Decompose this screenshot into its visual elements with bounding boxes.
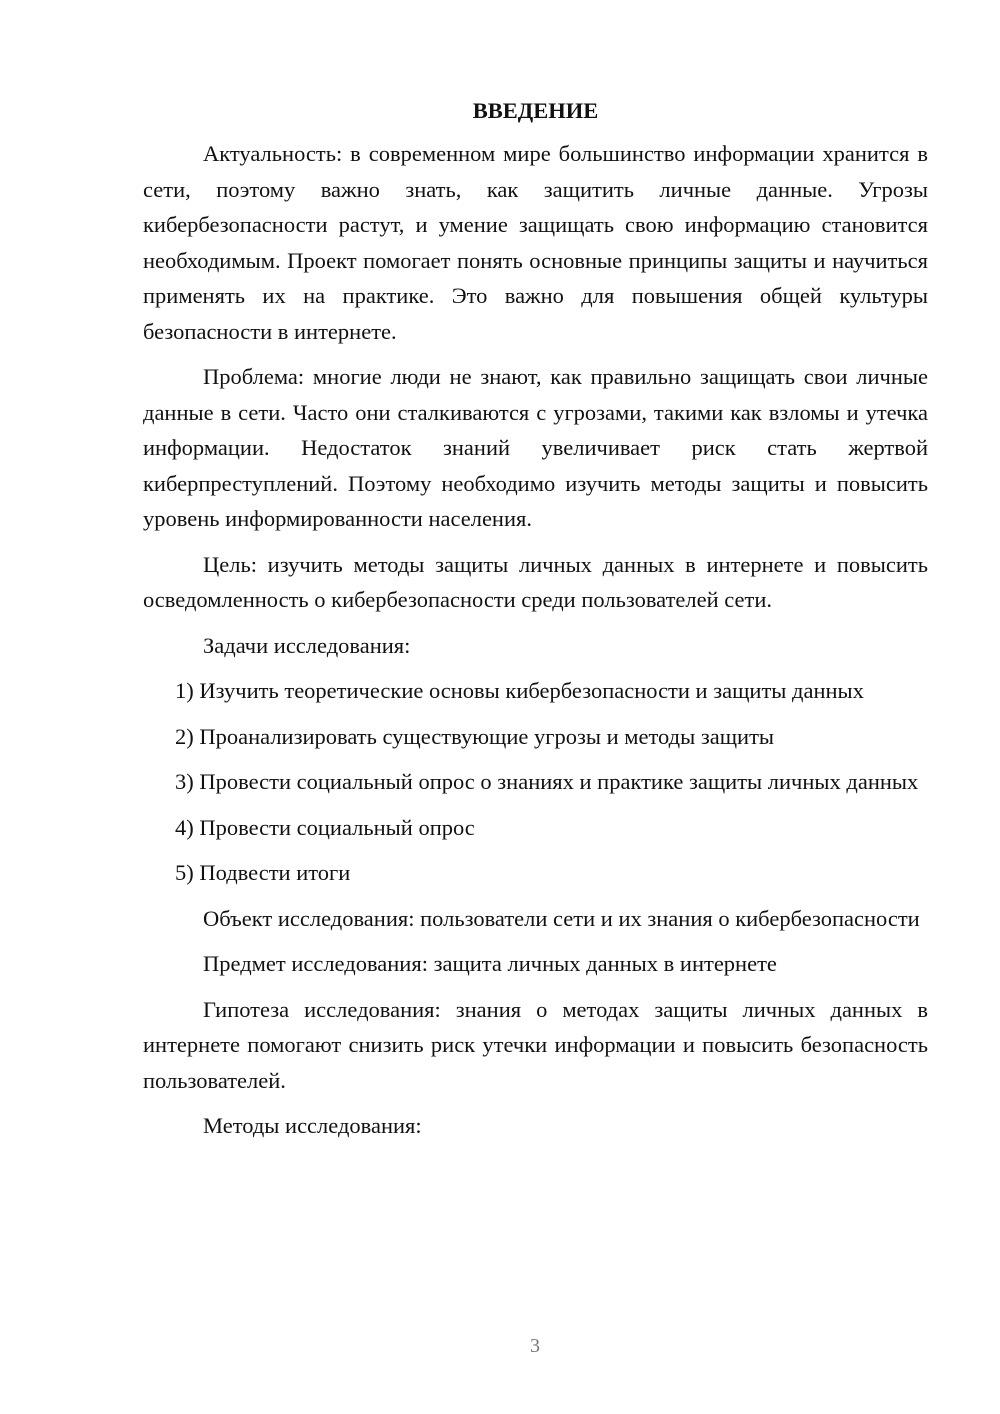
task-item-2: 2) Проанализировать существующие угрозы и методы защиты bbox=[175, 723, 775, 749]
methods-heading: Методы исследования: bbox=[203, 1113, 422, 1138]
goal-paragraph: Цель: изучить методы защиты личных данных в интернете и повысить осведомленность о кибербезопасности среди пользователей сети. bbox=[143, 551, 928, 612]
task-item-1: 1) Изучить теоретические основы кибербезопасности и защиты данных bbox=[175, 678, 864, 703]
problem-paragraph: Проблема: многие люди не знают, как правильно защищать свои личные данные в сети. Часто они сталкиваются с угрозами, такими как взломы и утечка информации. Недостаток знаний увеличивает риск стать жертвой киберпреступлений. Поэтому необходимо изучить методы защиты и повысить уровень информированности населения. bbox=[143, 364, 928, 531]
subject-paragraph: Предмет исследования: защита личных данных в интернете bbox=[203, 951, 777, 976]
document-body bbox=[143, 96, 928, 1154]
task-item-3: 3) Провести социальный опрос о знаниях и практике защиты личных данных bbox=[175, 769, 919, 794]
object-paragraph: Объект исследования: пользователи сети и их знания о кибербезопасности bbox=[203, 905, 920, 931]
page-number: 3 bbox=[530, 1335, 540, 1357]
relevance-paragraph: Актуальность: в современном мире большинство информации хранится в сети, поэтому важно знать, как защитить личные данные. Угрозы кибербезопасности растут, и умение защищать свою информацию становится необходимым. Проект помогает понять основные принципы защиты и научиться применять их на практике. Это важно для повышения общей культуры безопасности в интернете. bbox=[143, 141, 928, 344]
section-title: ВВЕДЕНИЕ bbox=[472, 98, 599, 123]
hypothesis-paragraph: Гипотеза исследования: знания о методах защиты личных данных в интернете помогают снизить риск утечки информации и повысить безопасность пользователей. bbox=[143, 996, 928, 1093]
tasks-heading: Задачи исследования: bbox=[203, 632, 411, 658]
task-item-5: 5) Подвести итоги bbox=[175, 860, 351, 885]
task-item-4: 4) Провести социальный опрос bbox=[175, 814, 475, 840]
